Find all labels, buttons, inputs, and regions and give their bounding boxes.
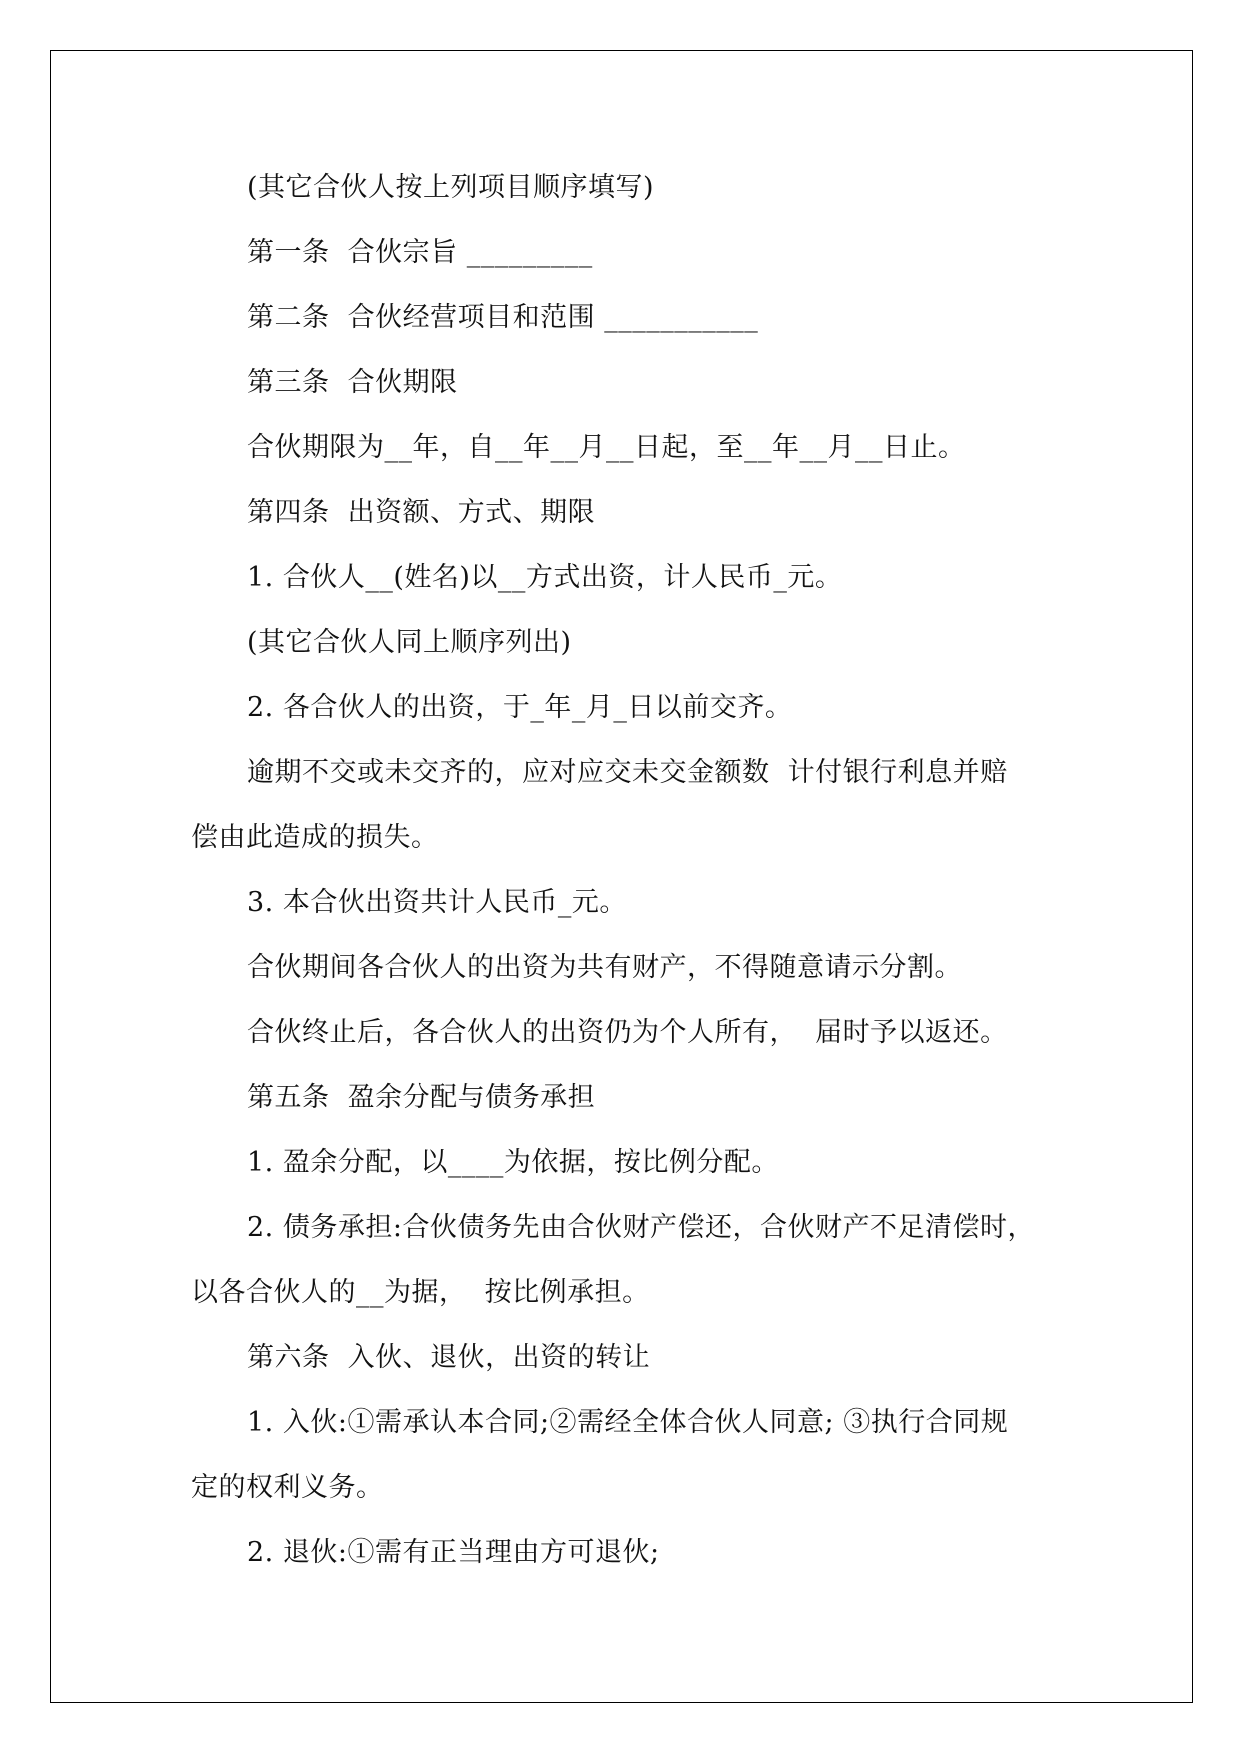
text-line: 2. 债务承担:合伙债务先由合伙财产偿还，合伙财产不足清偿时， <box>247 1212 1035 1243</box>
text-line: 偿由此造成的损失。 <box>191 822 439 853</box>
text-line: 合伙期限为__年，自__年__月__日起，至__年__月__日止。 <box>247 432 966 463</box>
text-line: (其它合伙人按上列项目顺序填写) <box>247 172 655 203</box>
text-line: 合伙期间各合伙人的出资为共有财产，不得随意请示分割。 <box>247 952 962 983</box>
text-line: 第四条 出资额、方式、期限 <box>247 497 596 528</box>
text-line: 第六条 入伙、退伙，出资的转让 <box>247 1342 651 1373</box>
text-line: 3. 本合伙出资共计人民币_元。 <box>247 887 627 918</box>
text-line: 第五条 盈余分配与债务承担 <box>247 1082 596 1113</box>
text-line: 1. 盈余分配，以____为依据，按比例分配。 <box>247 1147 779 1178</box>
text-line: 逾期不交或未交齐的，应对应交未交金额数 计付银行利息并赔 <box>247 757 1008 788</box>
text-line: 第三条 合伙期限 <box>247 367 458 398</box>
text-line: 1. 入伙:①需承认本合同;②需经全体合伙人同意; ③执行合同规 <box>247 1407 1009 1438</box>
text-line: 定的权利义务。 <box>191 1472 384 1503</box>
text-line: 2. 退伙:①需有正当理由方可退伙; <box>247 1537 660 1568</box>
text-line: 2. 各合伙人的出资，于_年_月_日以前交齐。 <box>247 692 793 723</box>
text-line: (其它合伙人同上顺序列出) <box>247 627 572 658</box>
text-line: 以各合伙人的__为据， 按比例承担。 <box>191 1277 650 1308</box>
text-line: 1. 合伙人__(姓名)以__方式出资，计人民币_元。 <box>247 562 843 593</box>
text-line: 合伙终止后，各合伙人的出资仍为个人所有， 届时予以返还。 <box>247 1017 1008 1048</box>
text-line: 第一条 合伙宗旨 _________ <box>247 237 593 268</box>
text-line: 第二条 合伙经营项目和范围 ___________ <box>247 302 759 333</box>
document-body <box>191 155 1071 1585</box>
